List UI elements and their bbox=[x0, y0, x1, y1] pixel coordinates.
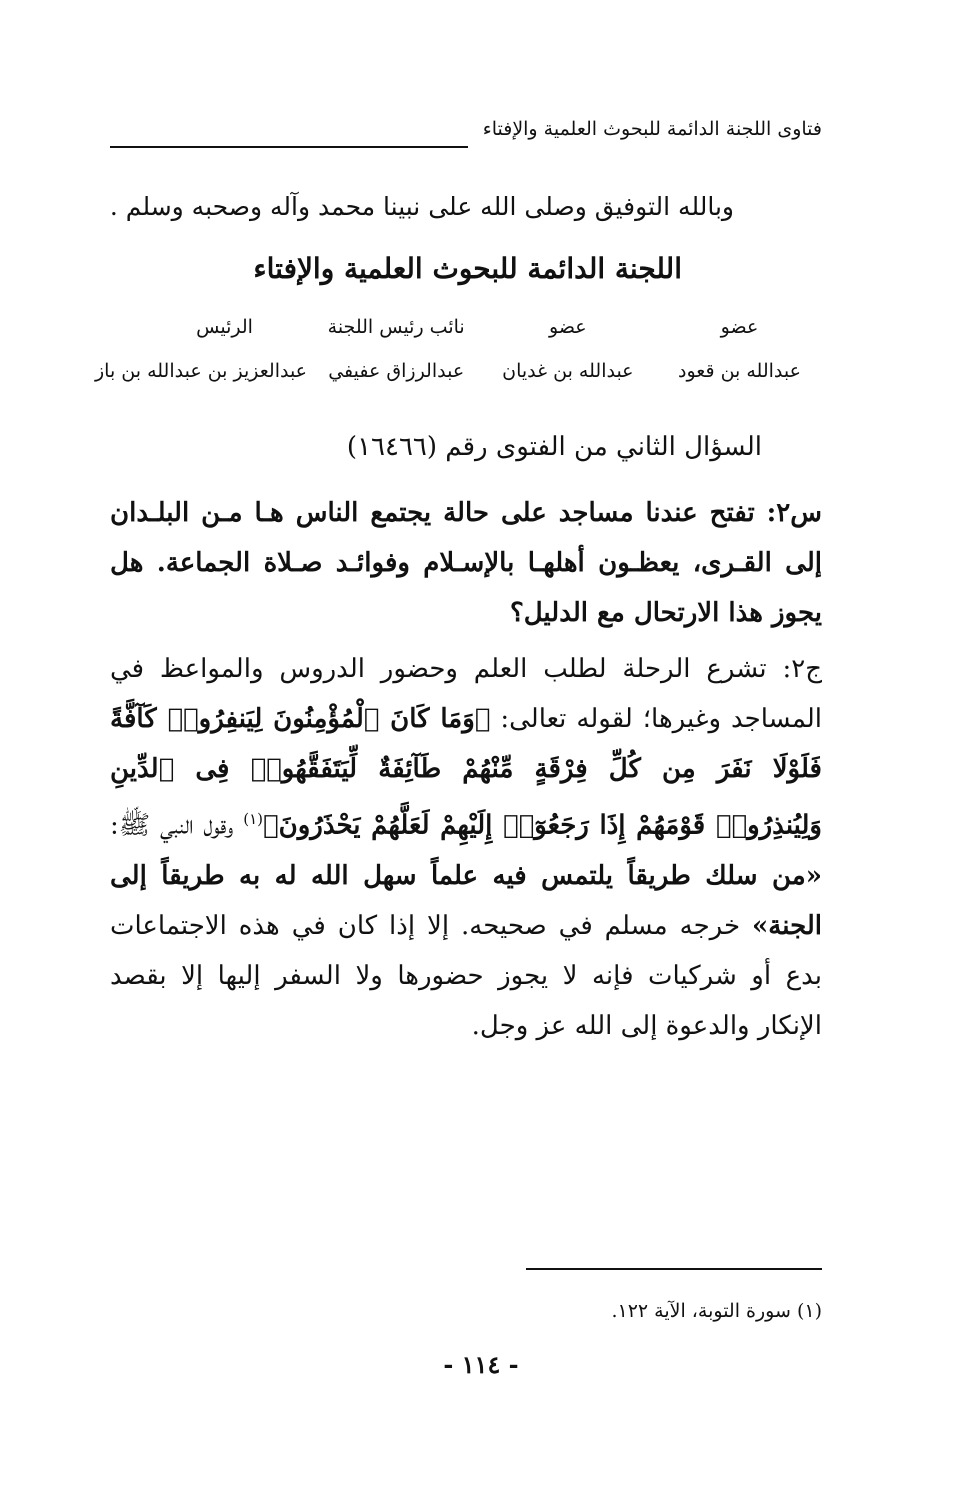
quran-verse: ﴿وَمَا كَانَ ٱلْمُؤْمِنُونَ لِيَنفِرُوا۟ كَآفَّةً فَلَوْلَا نَفَرَ مِن كُلِّ فِرْقَةٍ مِّنْهُمْ طَآئِفَةٌ لِّيَتَفَقَّهُوا۟ فِى ٱلدِّينِ وَلِيُنذِرُوا۟ قَوْمَهُمْ إِذَا رَجَعُوٓا۟ إِلَيْهِمْ لَعَلَّهُمْ يَحْذَرُونَ﴾ bbox=[110, 704, 822, 841]
committee-title: اللجنة الدائمة للبحوث العلمية والإفتاء bbox=[253, 252, 682, 285]
signatory-role: الرئيس bbox=[196, 316, 253, 338]
signatory-name: عبدالله بن قعود bbox=[678, 360, 801, 382]
fatwa-reference: السؤال الثاني من الفتوى رقم (١٦٤٦٦) bbox=[346, 432, 762, 462]
header-rule bbox=[110, 146, 468, 148]
question-text: س٢: تفتح عندنا مساجد على حالة يجتمع الناس هـا مـن البلـدان إلى القـرى، يعظـون أهلهـا بالإسـلام وفوائـد صـلاة الجماعة. هل يجوز هذا الارتحال مع الدليل؟ bbox=[110, 498, 822, 628]
signatory-name: عبدالله بن غديان bbox=[502, 360, 634, 382]
signatory-name: عبدالعزيز بن عبدالله بن باز bbox=[94, 360, 308, 382]
signatory-role: عضو bbox=[720, 316, 759, 338]
page-number: - ١١٤ - bbox=[443, 1350, 519, 1379]
hadith-intro: وقول النبي ﷺ: bbox=[110, 810, 244, 841]
signatory-name: عبدالرزاق عفيفي bbox=[328, 360, 465, 382]
signatory-role: عضو bbox=[549, 316, 587, 338]
footnote-marker: (١) bbox=[243, 810, 264, 828]
closing-line: وبالله التوفيق وصلى الله على نبينا محمد وآله وصحبه وسلم . bbox=[109, 192, 734, 221]
fatwa-body bbox=[110, 488, 822, 1051]
footnote-rule bbox=[526, 1268, 822, 1270]
footnote: (١) سورة التوبة، الآية ١٢٢. bbox=[611, 1300, 822, 1322]
answer-intro: ج٢: تشرع الرحلة لطلب العلم وحضور الدروس والمواعظ في المساجد وغيرها؛ لقوله تعالى: bbox=[110, 654, 823, 734]
signatory-roles bbox=[142, 316, 822, 338]
hadith-text: «من سلك طريقاً يلتمس فيه علماً سهل الله له به طريقاً إلى الجنة» bbox=[110, 860, 822, 941]
running-header: فتاوى اللجنة الدائمة للبحوث العلمية والإفتاء bbox=[482, 118, 822, 140]
signatory-role: نائب رئيس اللجنة bbox=[327, 316, 465, 338]
answer-text bbox=[110, 644, 822, 1051]
answer-rest: خرجه مسلم في صحيحه. إلا إذا كان في هذه الاجتماعات بدع أو شركيات فإنه لا يجوز حضورها ولا السفر إليها إلا بقصد الإنكار والدعوة إلى الله عز وجل. bbox=[110, 910, 822, 1041]
signatory-names bbox=[94, 360, 822, 382]
